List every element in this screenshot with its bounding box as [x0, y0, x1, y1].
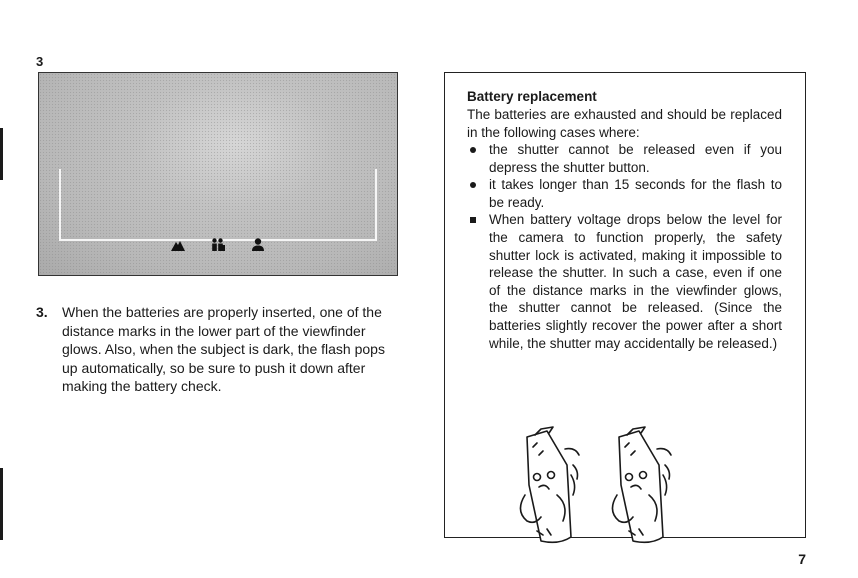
- step-3: [36, 303, 392, 396]
- viewfinder-illustration: [38, 72, 398, 276]
- bullet-dot-icon: [470, 147, 476, 153]
- list-item: [467, 211, 782, 352]
- battery-replacement-title: Battery replacement: [467, 89, 597, 104]
- edge-mark-top: [0, 128, 3, 180]
- bullet-square-icon: [470, 217, 476, 223]
- tired-battery-icon: [599, 425, 675, 547]
- list-item-text: the shutter cannot be released even if you depress the shutter button.: [489, 142, 782, 175]
- bullet-dot-icon: [470, 182, 476, 188]
- list-item-text: When battery voltage drops below the level for the camera to function properly, the safety shutter lock is activated, making it impossible to release the shutter. In such a case, even if one of the distance marks in the viewfinder glows, the shutter cannot be released. (Since the batteries slightly recover the power after a short while, the shutter may accidentally be released.): [489, 212, 782, 351]
- list-item: [467, 176, 782, 211]
- tired-battery-icon: [507, 425, 583, 547]
- group-icon: [211, 238, 225, 251]
- mountain-icon: [171, 239, 185, 251]
- step-text: When the batteries are properly inserted, one of the distance marks in the lower part of the viewfinder glows. Also, when the subject is dark, the flash pops up automatically, so be sure to push it down after making the battery check.: [62, 304, 385, 395]
- page-number-top: 3: [36, 54, 44, 69]
- battery-replacement-intro: The batteries are exhausted and should be replaced in the following cases where:: [467, 107, 782, 140]
- battery-replacement-box: [444, 72, 806, 538]
- portrait-icon: [251, 238, 265, 251]
- edge-mark-bottom: [0, 468, 3, 540]
- page-number-bottom: 7: [798, 551, 806, 567]
- distance-marks: [39, 225, 397, 251]
- list-item: [467, 141, 782, 176]
- battery-replacement-list: [467, 141, 782, 352]
- list-item-text: it takes longer than 15 seconds for the flash to be ready.: [489, 177, 782, 210]
- step-number: 3.: [36, 304, 48, 320]
